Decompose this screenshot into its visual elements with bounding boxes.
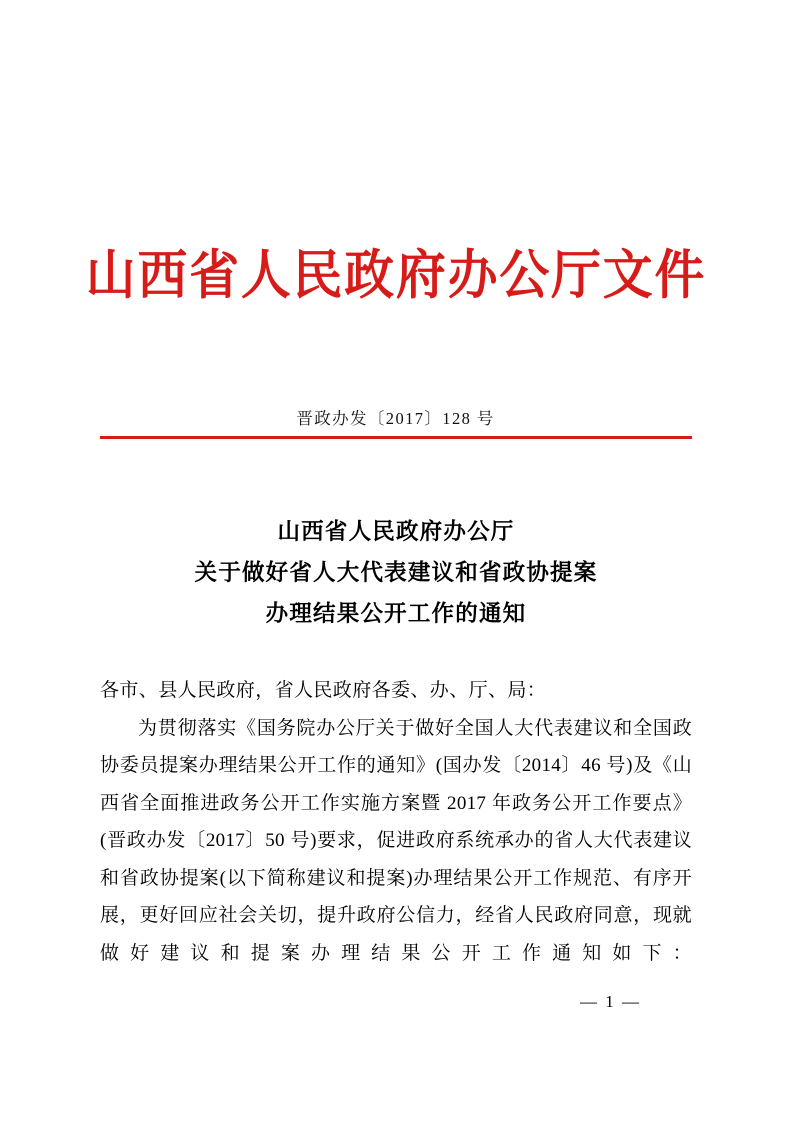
title-line-1: 山西省人民政府办公厅 [277, 519, 515, 545]
page-number: — 1 — [580, 992, 641, 1011]
document-body [100, 672, 692, 972]
masthead [0, 244, 791, 306]
document-title [100, 512, 692, 635]
title-line-3: 办理结果公开工作的通知 [265, 601, 527, 627]
title-line-2: 关于做好省人大代表建议和省政协提案 [194, 560, 598, 586]
masthead-title: 山西省人民政府办公厅文件 [85, 244, 706, 306]
red-divider-rule [100, 436, 692, 439]
body-paragraph-1: 为贯彻落实《国务院办公厅关于做好全国人大代表建议和全国政协委员提案办理结果公开工作的通知》(国办发〔2014〕46 号)及《山西省全面推进政务公开工作实施方案暨 2017 年政务公开工作要点》(晋政办发〔2017〕50 号)要求，促进政府系统承办的省人大代表建议和省政协提案(以下简称建议和提案)办理结果公开工作规范、有序开展，更好回应社会关切，提升政府公信力，经省人民政府同意，现就做好建议和提案办理结果公开工作通知如下： [100, 717, 692, 964]
salutation: 各市、县人民政府，省人民政府各委、办、厅、局： [100, 680, 547, 701]
document-number: 晋政办发〔2017〕128 号 [296, 409, 495, 428]
